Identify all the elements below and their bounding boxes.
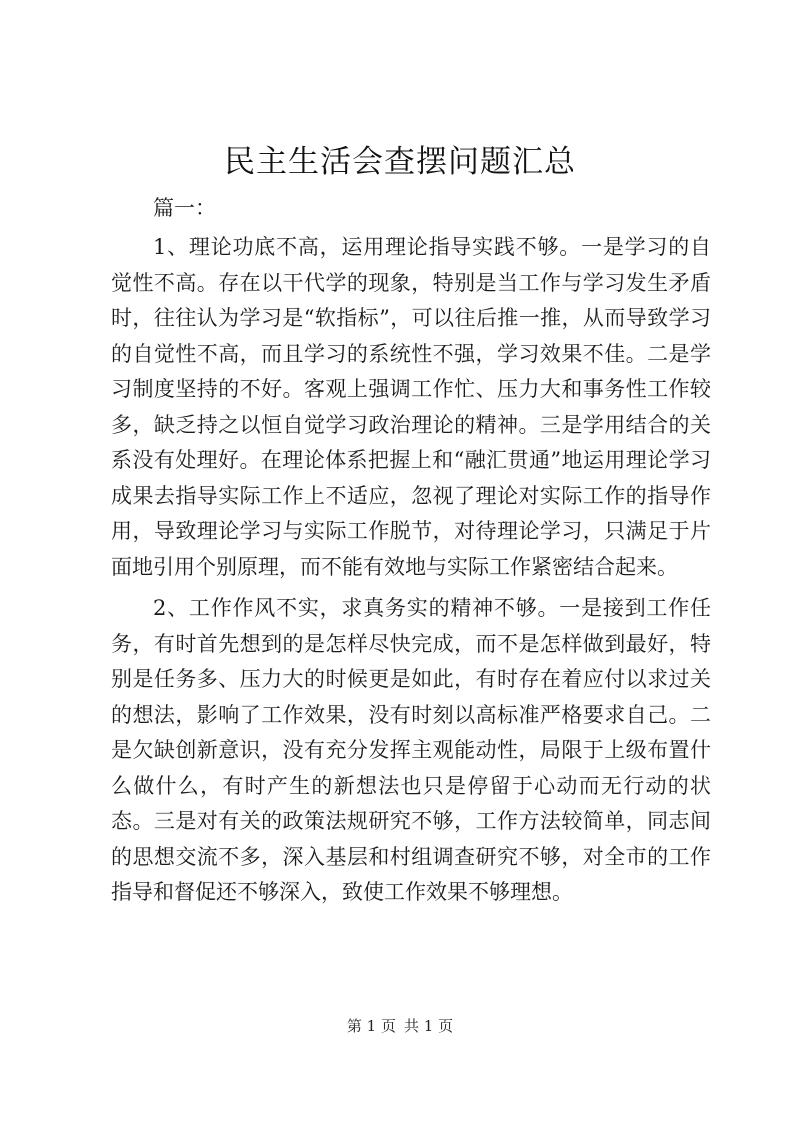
paragraph-2: 2、工作作风不实，求真务实的精神不够。一是接到工作任务，有时首先想到的是怎样尽快完成，而不是怎样做到最好，特别是任务多、压力大的时候更是如此，有时存在着应付以求过关的想法，影响了工作效果，没有时刻以高标准严格要求自己。二是欠缺创新意识，没有充分发挥主观能动性，局限于上级布置什么做什么，有时产生的新想法也只是停留于心动而无行动的状态。三是对有关的政策法规研究不够，工作方法较简单，同志间的思想交流不多，深入基层和村组调查研究不够，对全市的工作指导和督促还不够深入，致使工作效果不够理想。 xyxy=(111,596,711,904)
document-title: 民主生活会查摆问题汇总 xyxy=(224,144,576,180)
paragraph-1: 1、理论功底不高，运用理论指导实践不够。一是学习的自觉性不高。存在以干代学的现象，特别是当工作与学习发生矛盾时，往往认为学习是“软指标”，可以往后推一推，从而导致学习的自觉性不高，而且学习的系统性不强，学习效果不佳。二是学习制度坚持的不好。客观上强调工作忙、压力大和事务性工作较多，缺乏持之以恒自觉学习政治理论的精神。三是学用结合的关系没有处理好。在理论体系把握上和“融汇贯通”地运用理论学习成果去指导实际工作上不适应，忽视了理论对实际工作的指导作用，导致理论学习与实际工作脱节，对待理论学习，只满足于片面地引用个别原理，而不能有效地与实际工作紧密结合起来。 xyxy=(111,235,711,579)
document-body xyxy=(111,192,711,911)
section-label: 篇一： xyxy=(153,196,216,220)
page-footer xyxy=(0,1016,800,1036)
page-number-current: 第 1 页 xyxy=(346,1017,396,1035)
page-number-total: 共 1 页 xyxy=(404,1017,454,1035)
